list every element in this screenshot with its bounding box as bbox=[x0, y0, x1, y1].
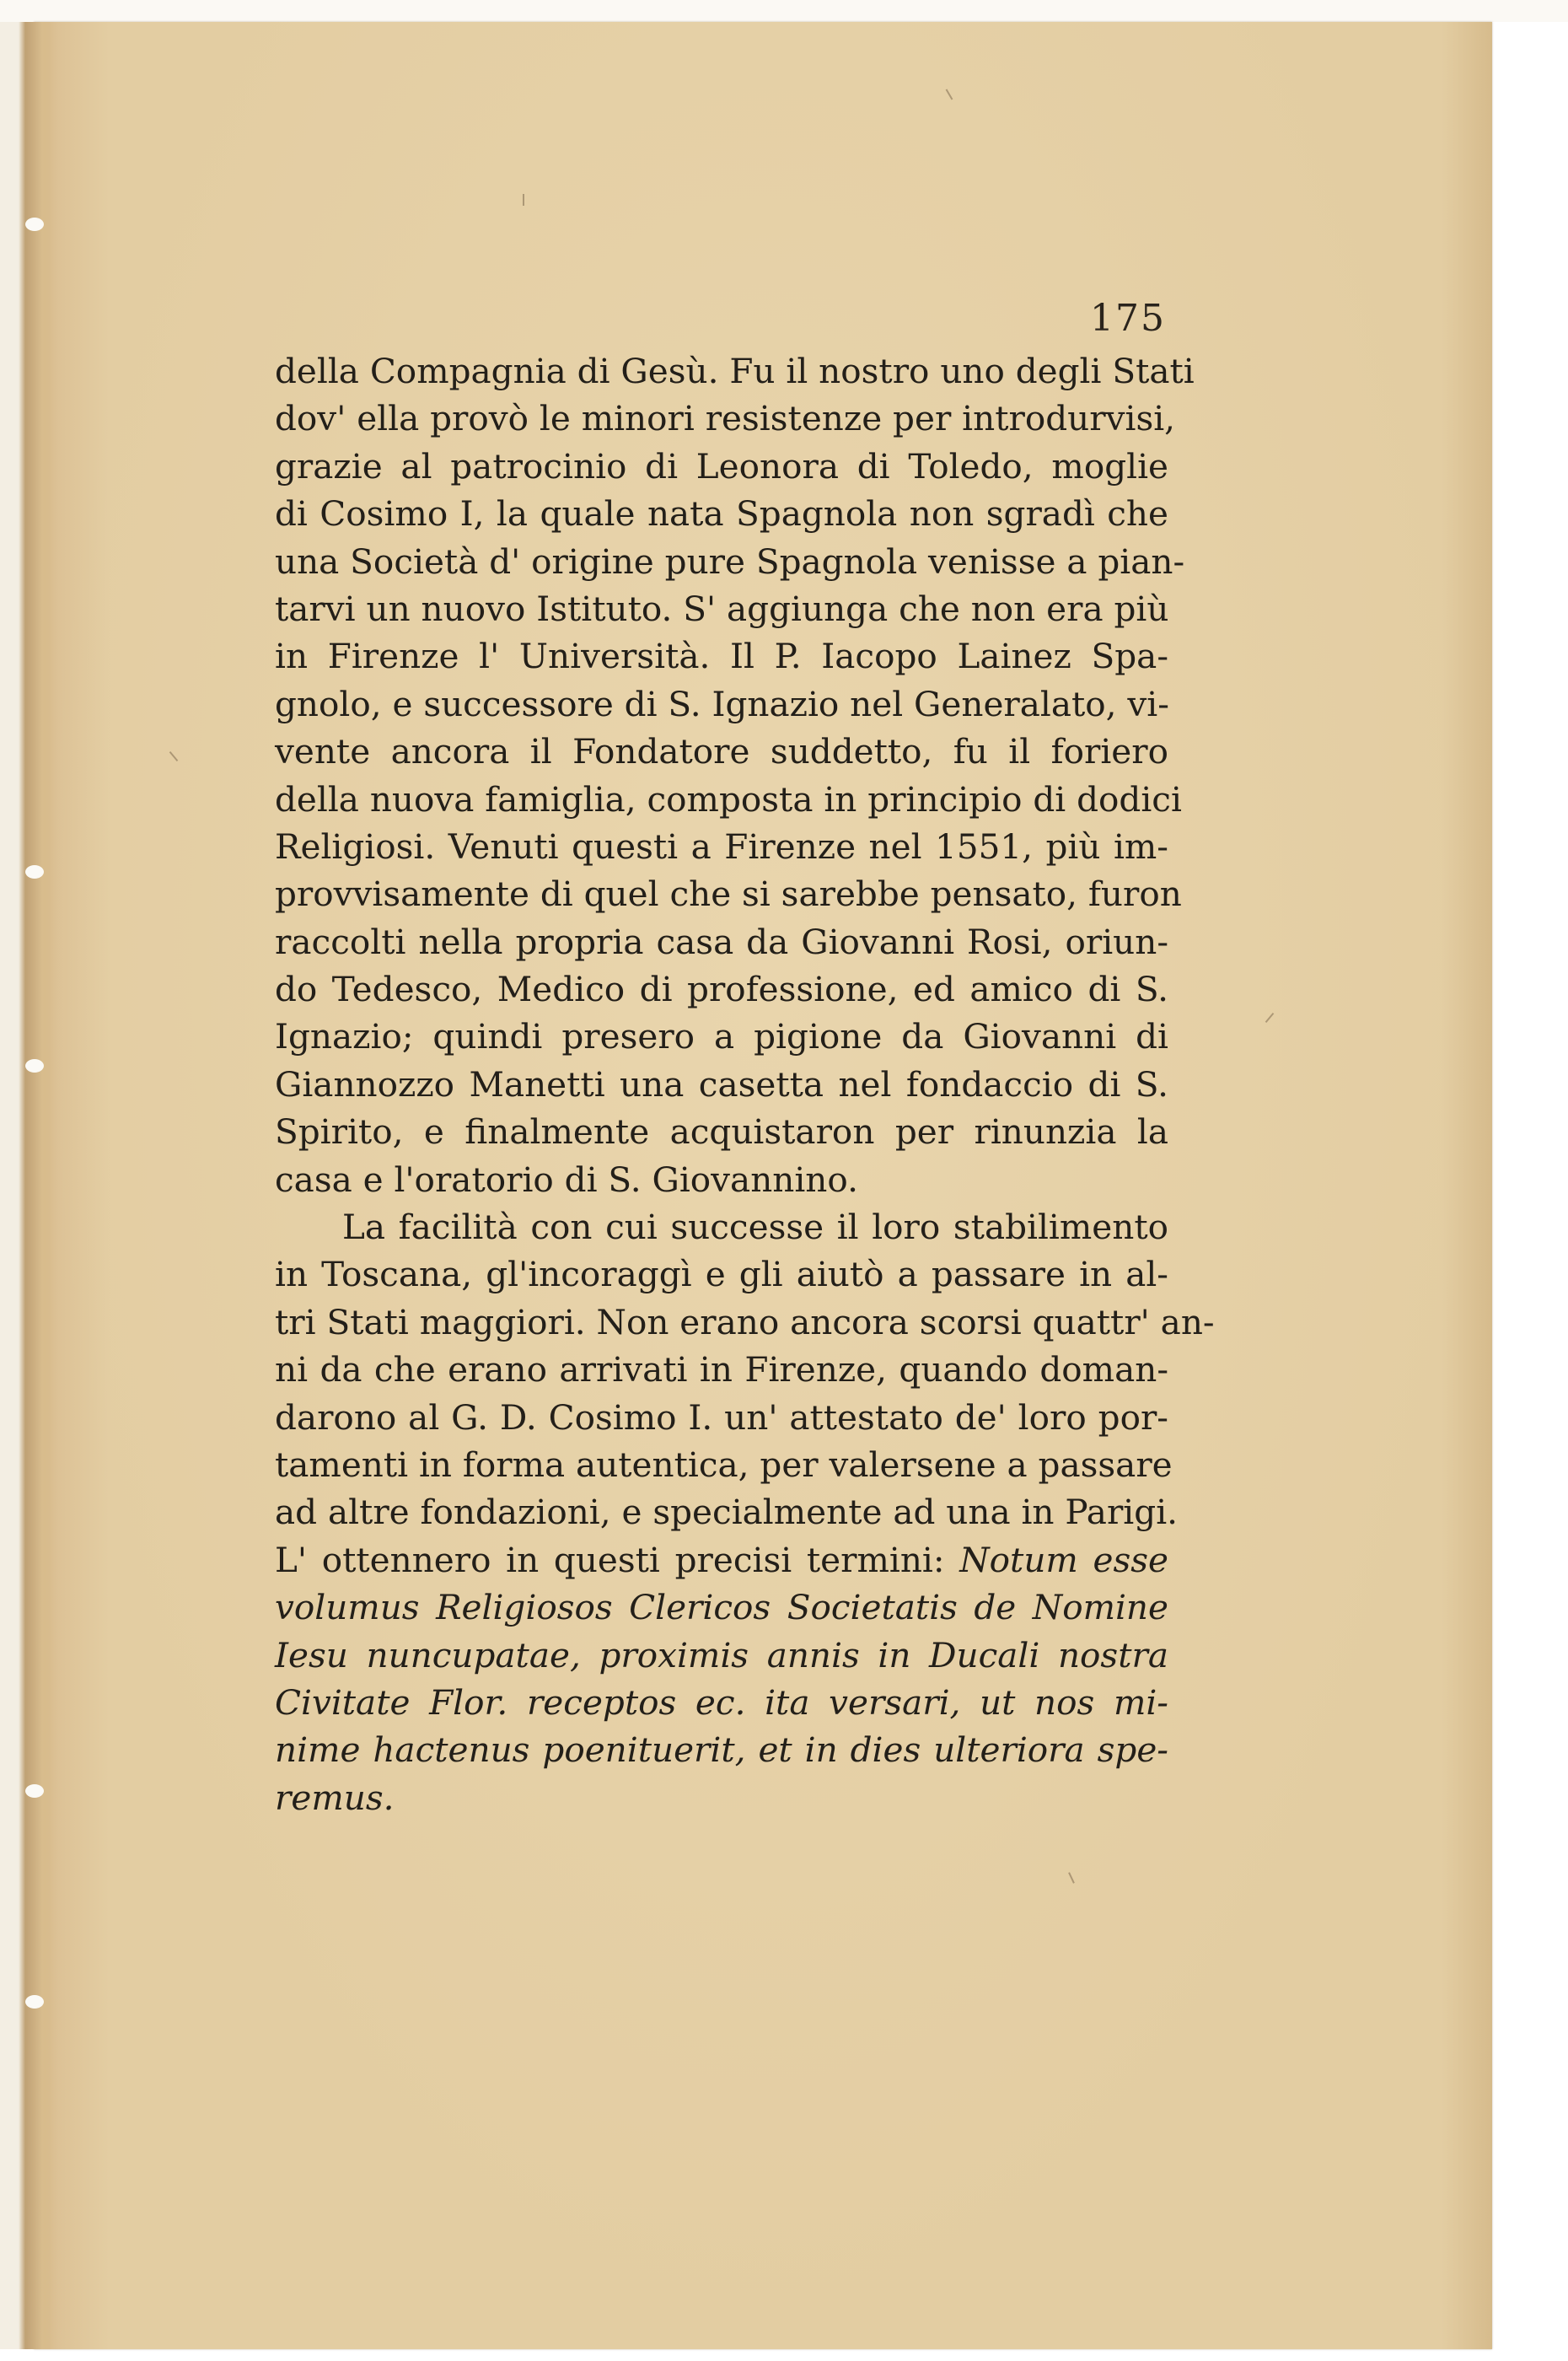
text-line: do Tedesco, Medico di professione, ed amico di S. bbox=[275, 969, 1168, 1010]
text-line: tamenti in forma autentica, per valersene a passare bbox=[275, 1444, 1173, 1485]
text-line: tri Stati maggiori. Non erano ancora scorsi quattr' an- bbox=[275, 1301, 1215, 1342]
text-line: in Firenze l' Università. Il P. Iacopo Lainez Spa- bbox=[275, 636, 1168, 677]
latin-quote-start: Notum esse bbox=[959, 1539, 1168, 1580]
text-line: gnolo, e successore di S. Ignazio nel Generalato, vi- bbox=[275, 683, 1169, 724]
paragraph bbox=[275, 347, 1195, 1203]
binding-hole bbox=[25, 218, 44, 231]
scan-background bbox=[0, 0, 1568, 22]
text-line: ad altre fondazioni, e specialmente ad una in Parigi. bbox=[275, 1492, 1179, 1533]
text-line: Giannozzo Manetti una casetta nel fondaccio di S. bbox=[275, 1063, 1168, 1105]
text-line: provvisamente di quel che si sarebbe pensato, furon bbox=[275, 874, 1182, 915]
binding-hole bbox=[25, 1995, 44, 2009]
text-line: della nuova famiglia, composta in principio di dodici bbox=[275, 778, 1182, 820]
binding-edge bbox=[0, 22, 59, 2349]
text-line: Spirito, e finalmente acquistaron per rinunzia la bbox=[275, 1111, 1168, 1153]
text-line: Religiosi. Venuti questi a Firenze nel 1551, più im- bbox=[275, 826, 1168, 867]
page-number: 175 bbox=[1090, 297, 1166, 340]
text-line: raccolti nella propria casa da Giovanni Rosi, oriun- bbox=[275, 921, 1168, 962]
latin-quote-line: nime hactenus poenituerit, et in dies ulteriora spe- bbox=[275, 1729, 1168, 1771]
text-line: dov' ella provò le minori resistenze per introdurvisi, bbox=[275, 398, 1176, 439]
text-line: darono al G. D. Cosimo I. un' attestato de' loro por- bbox=[275, 1396, 1168, 1438]
binding-hole bbox=[25, 1059, 44, 1073]
text-line: in Toscana, gl'incoraggì e gli aiutò a passare in al- bbox=[275, 1254, 1168, 1295]
text-line: una Società d' origine pure Spagnola venisse a pian- bbox=[275, 541, 1185, 582]
latin-quote-line: volumus Religiosos Clericos Societatis de Nomine bbox=[275, 1587, 1168, 1628]
text-line: Ignazio; quindi presero a pigione da Giovanni di bbox=[275, 1016, 1168, 1057]
text-line: casa e l'oratorio di S. Giovannino. bbox=[275, 1159, 858, 1200]
text-line: di Cosimo I, la quale nata Spagnola non sgradì che bbox=[275, 493, 1168, 535]
text-line bbox=[275, 1536, 1168, 1584]
body-text bbox=[275, 347, 1215, 1821]
text-segment: L' ottennero in questi precisi termini: bbox=[275, 1539, 945, 1580]
text-line: della Compagnia di Gesù. Fu il nostro uno degli Stati bbox=[275, 351, 1195, 391]
binding-hole bbox=[25, 1784, 44, 1798]
text-line: La facilità con cui successe il loro stabilimento bbox=[342, 1207, 1168, 1248]
binding-hole bbox=[25, 865, 44, 879]
paper-speck bbox=[523, 194, 524, 206]
latin-quote-line: remus. bbox=[275, 1777, 395, 1818]
text-line: vente ancora il Fondatore suddetto, fu il foriero bbox=[275, 731, 1168, 772]
latin-quote-line: Civitate Flor. receptos ec. ita versari, ut nos mi- bbox=[275, 1681, 1168, 1723]
paragraph bbox=[275, 1203, 1215, 1821]
text-line: tarvi un nuovo Istituto. S' aggiunga che non era più bbox=[275, 588, 1169, 629]
latin-quote-line: Iesu nuncupatae, proximis annis in Ducali nostra bbox=[275, 1634, 1168, 1675]
text-line: grazie al patrocinio di Leonora di Toledo, moglie bbox=[275, 445, 1168, 487]
text-line: ni da che erano arrivati in Firenze, quando doman- bbox=[275, 1349, 1168, 1390]
